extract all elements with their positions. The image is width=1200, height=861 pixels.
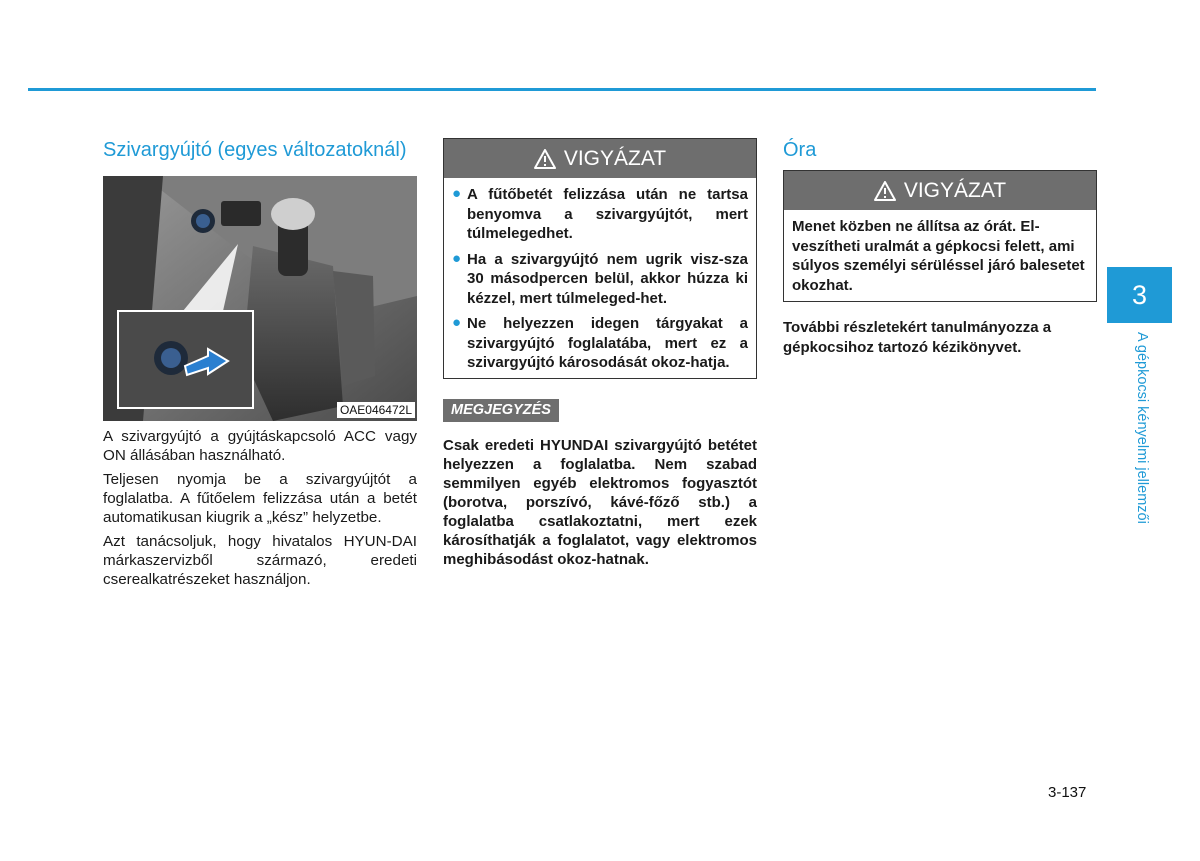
middle-column <box>443 138 757 569</box>
warning-item-text: Ha a szivargyújtó nem ugrik visz-sza 30 másodpercen belül, akkor húzza ki kézzel, mert túlmeleged-het. <box>467 250 748 307</box>
warning-title: VIGYÁZAT <box>903 178 1007 202</box>
warning-item <box>452 314 748 373</box>
warning-item-text: Ne helyezzen idegen tárgyakat a szivargyújtó foglalatába, mert ez a szivargyújtó károsodását okoz-hatja. <box>467 315 748 371</box>
header-rule <box>28 88 1096 91</box>
section-heading-cigarette-lighter: Szivargyújtó (egyes változatoknál) <box>103 139 407 161</box>
note-label: MEGJEGYZÉS <box>443 399 559 422</box>
warning-box <box>443 138 757 379</box>
chapter-title: A gépkocsi kényelmi jellemzői <box>1134 332 1150 524</box>
chapter-tab: 3 <box>1107 267 1172 323</box>
warning-body <box>784 210 1096 301</box>
section-heading-clock: Óra <box>783 139 817 161</box>
warning-header <box>444 139 756 178</box>
paragraph: A szivargyújtó a gyújtáskapcsoló ACC vagy ON állásában használható. <box>103 428 417 464</box>
bullet-icon: ● <box>452 185 462 202</box>
warning-box <box>783 170 1097 302</box>
warning-item <box>452 185 748 244</box>
warning-triangle-icon <box>874 181 896 201</box>
warning-item-text: A fűtőbetét felizzása után ne tartsa benyomva a szivargyújtót, mert túlmelegedhet. <box>467 186 748 242</box>
warning-triangle-icon <box>534 149 556 169</box>
bullet-icon: ● <box>452 249 462 267</box>
right-column <box>783 138 1097 358</box>
console-illustration <box>103 176 417 421</box>
note-text: Csak eredeti HYUNDAI szivargyújtó betétet helyezzen a foglalatba. Nem szabad semmilyen egyéb elektromos fogyasztót (borotva, porszívó, kávé-főző stb.) a foglalatba csatlakoztatni, mert ezek károsíthatják a foglalatot, vagy elektromos meghibásodást okoz-hatnak. <box>443 436 757 568</box>
warning-item <box>452 250 748 309</box>
paragraph: További részletekért tanulmányozza a gépkocsihoz tartozó kézikönyvet. <box>783 319 1052 356</box>
cigarette-lighter-photo <box>103 176 417 421</box>
warning-header <box>784 171 1096 210</box>
warning-text: Menet közben ne állítsa az órát. El-veszítheti uralmát a gépkocsi felett, ami súlyos személyi sérüléssel járó balesetet okozhat. <box>792 218 1085 294</box>
image-code-label: OAE046472L <box>337 402 415 418</box>
warning-body <box>444 178 756 378</box>
paragraph: Teljesen nyomja be a szivargyújtót a foglalatba. A fűtőelem felizzása után a betét automatikusan kiugrik a „kész” helyzetbe. <box>103 471 417 526</box>
warning-title: VIGYÁZAT <box>563 146 667 170</box>
side-label <box>1128 332 1150 572</box>
page-number: 3-137 <box>1048 784 1087 801</box>
left-column <box>103 138 417 594</box>
bullet-icon: ● <box>452 314 462 331</box>
paragraph: Azt tanácsoljuk, hogy hivatalos HYUN-DAI márkaszervizből származó, eredeti cserealkatrészeket használjon. <box>103 533 417 588</box>
